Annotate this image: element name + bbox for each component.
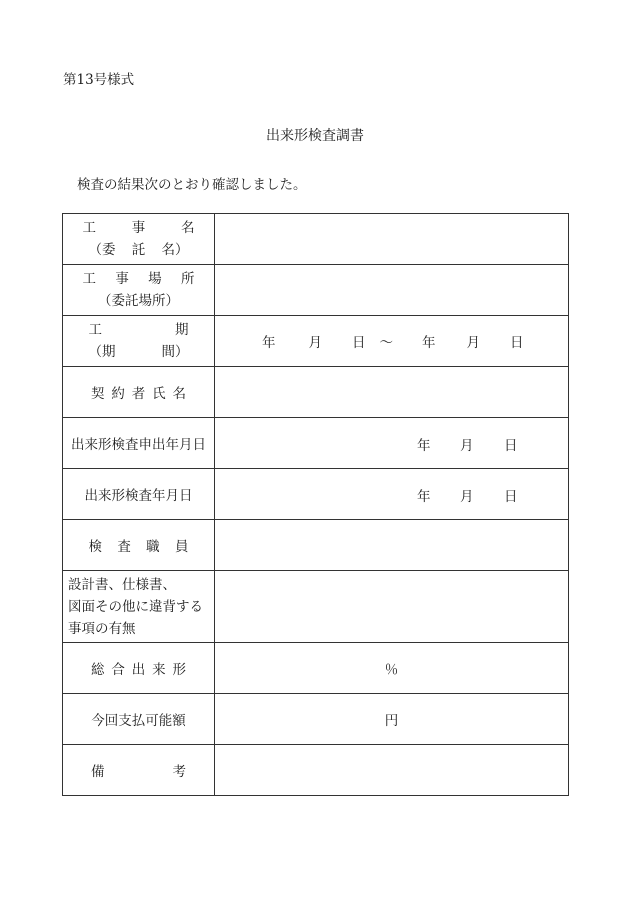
application-date-field[interactable] (215, 418, 569, 469)
remarks-label-cell (63, 745, 215, 796)
project-location-label: 工 事 場 所 (82, 271, 195, 287)
row-project-name (63, 214, 569, 265)
end-year-unit: 年 (422, 335, 436, 351)
overall-progress-label: 総 合 出 来 形 (91, 662, 186, 678)
contractor-label: 契 約 者 氏 名 (91, 386, 186, 402)
application-year-unit: 年 (417, 438, 431, 454)
row-payment (63, 694, 569, 745)
application-day-unit: 日 (504, 438, 518, 454)
end-month-unit: 月 (466, 335, 480, 351)
document-title: 出来形検査調書 (266, 128, 364, 144)
start-year-unit: 年 (262, 335, 276, 351)
violations-field[interactable] (215, 571, 569, 643)
contractor-field[interactable] (215, 367, 569, 418)
payment-field[interactable] (215, 694, 569, 745)
application-date-label-cell (63, 418, 215, 469)
inspection-year-unit: 年 (417, 489, 431, 505)
project-name-sublabel: （ 委 託 名 ） (88, 242, 189, 258)
inspection-date-label: 出来形検査年月日 (84, 488, 193, 504)
remarks-field[interactable] (215, 745, 569, 796)
row-period (63, 316, 569, 367)
end-day-unit: 日 (510, 335, 524, 351)
period-label-cell (63, 316, 215, 367)
period-field[interactable] (215, 316, 569, 367)
start-month-unit: 月 (308, 335, 322, 351)
inspector-field[interactable] (215, 520, 569, 571)
violations-label: 設計書、仕様書、 図面その他に違背する 事項の有無 (68, 576, 203, 637)
row-inspection-date (63, 469, 569, 520)
project-name-label-cell (63, 214, 215, 265)
yen-unit: 円 (384, 713, 399, 729)
row-application-date (63, 418, 569, 469)
overall-progress-label-cell (63, 643, 215, 694)
row-inspector (63, 520, 569, 571)
row-contractor (63, 367, 569, 418)
overall-progress-field[interactable] (215, 643, 569, 694)
inspection-date-label-cell (63, 469, 215, 520)
inspector-label: 検 査 職 員 (88, 539, 189, 555)
start-day-unit: 日 (352, 335, 366, 351)
payment-label: 今回支払可能額 (91, 713, 186, 729)
violations-label-cell (63, 571, 215, 643)
application-month-unit: 月 (460, 438, 474, 454)
application-date-units (215, 434, 568, 452)
inspector-label-cell (63, 520, 215, 571)
inspection-date-units (215, 485, 568, 503)
period-dates (215, 331, 568, 351)
period-tilde: ～ (379, 335, 393, 351)
form-number: 第13号様式 (63, 72, 135, 88)
inspection-month-unit: 月 (460, 489, 474, 505)
project-location-sublabel: （委託場所） (98, 293, 179, 309)
remarks-label: 備 考 (91, 764, 186, 780)
project-name-field[interactable] (215, 214, 569, 265)
project-name-label: 工 事 名 (82, 220, 195, 236)
row-project-location (63, 265, 569, 316)
project-location-field[interactable] (215, 265, 569, 316)
inspection-date-field[interactable] (215, 469, 569, 520)
project-location-label-cell (63, 265, 215, 316)
inspection-day-unit: 日 (504, 489, 518, 505)
payment-label-cell (63, 694, 215, 745)
row-violations (63, 571, 569, 643)
row-remarks (63, 745, 569, 796)
period-sublabel: （ 期 間 ） (88, 344, 189, 360)
row-overall-progress (63, 643, 569, 694)
intro-text: 検査の結果次のとおり確認しました。 (77, 177, 307, 193)
period-label: 工 期 (88, 322, 189, 338)
contractor-label-cell (63, 367, 215, 418)
application-date-label: 出来形検査申出年月日 (71, 437, 206, 453)
inspection-form-table (62, 213, 569, 796)
percent-unit: ％ (384, 662, 399, 678)
